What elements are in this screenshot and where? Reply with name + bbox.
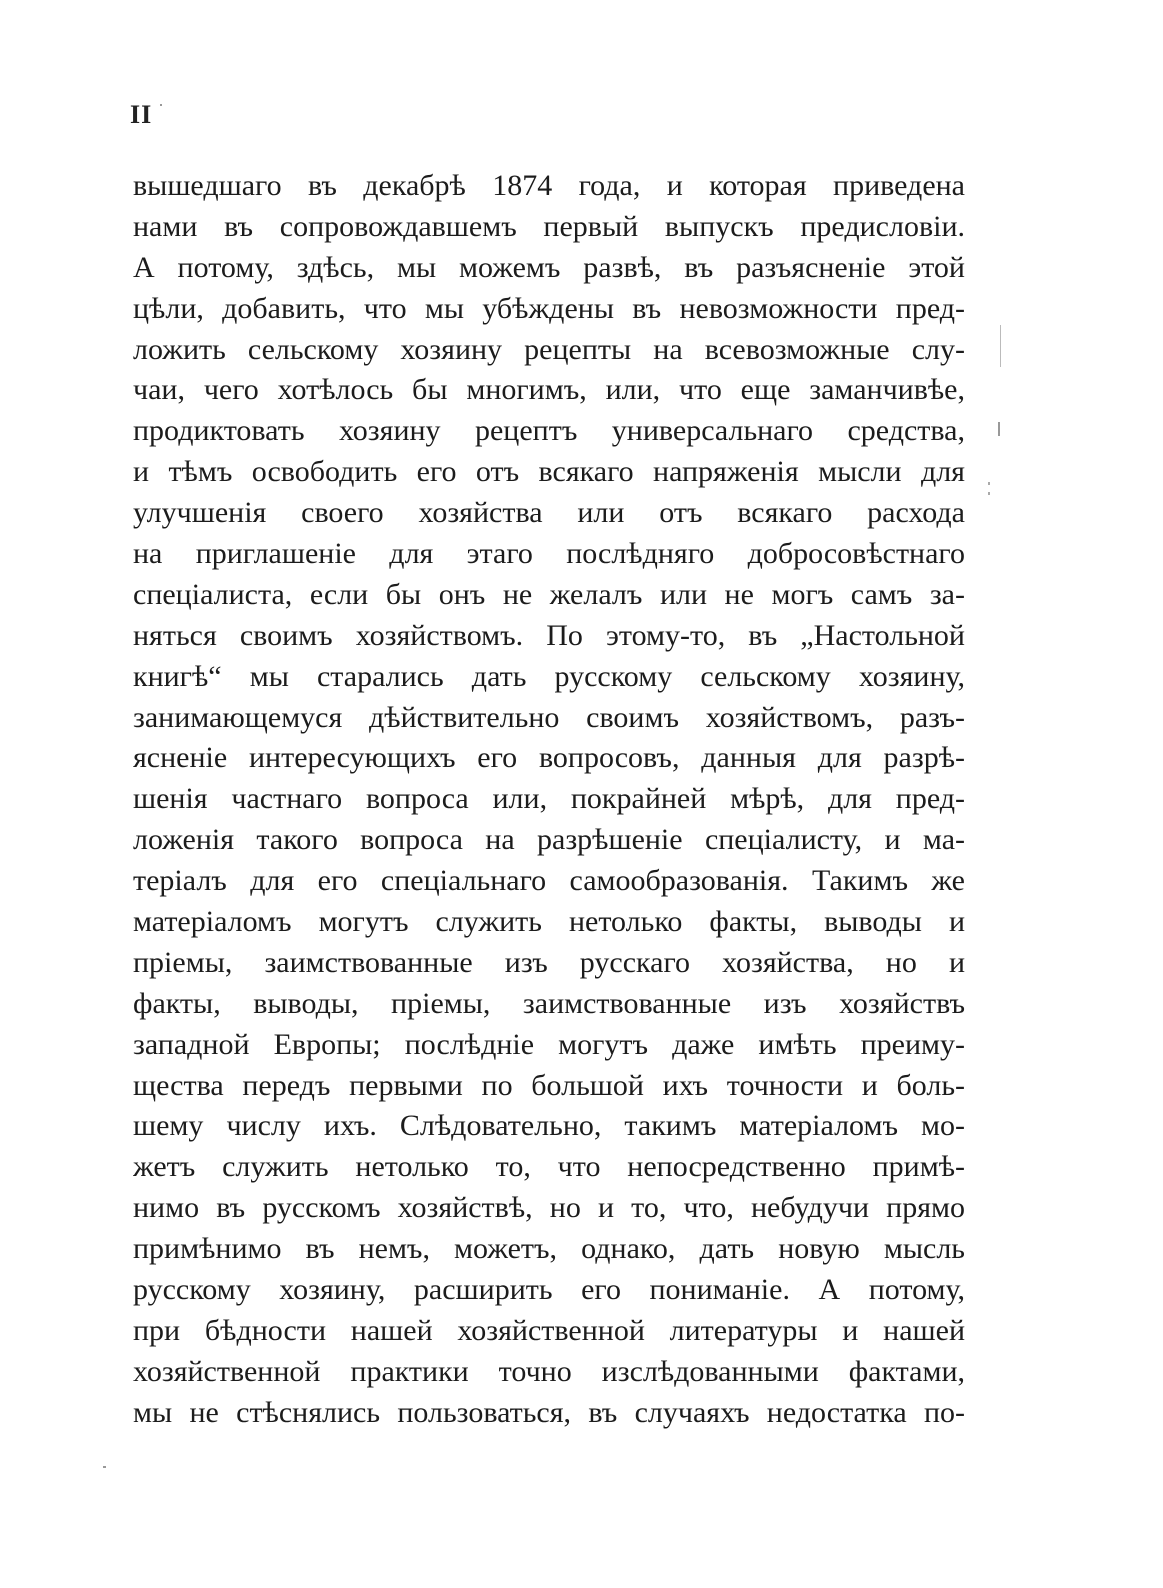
text-line: занимающемуся дѣйствительно своимъ хозяйствомъ, разъ- [133, 700, 965, 734]
text-line: шенія частнаго вопроса или, покрайней мѣрѣ, для пред- [133, 782, 965, 816]
text-line: продиктовать хозяину рецептъ универсальнаго средства, [133, 414, 965, 448]
scan-speck [988, 482, 990, 485]
text-line: А потому, здѣсь, мы можемъ развѣ, въ разъясненіе этой [133, 250, 965, 284]
text-line: чаи, чего хотѣлось бы многимъ, или, что еще заманчивѣе, [133, 373, 965, 407]
text-line: на приглашеніе для этаго послѣдняго добросовѣстнаго [133, 537, 965, 571]
text-line: факты, выводы, пріемы, заимствованные изъ хозяйствъ [133, 986, 965, 1020]
text-line: при бѣдности нашей хозяйственной литературы и нашей [133, 1313, 965, 1347]
scan-speck [160, 104, 162, 106]
text-line: и тѣмъ освободить его отъ всякаго напряженія мысли для [133, 455, 965, 489]
scan-speck [998, 422, 1000, 436]
text-line: вышедшаго въ декабрѣ 1874 года, и которая приведена [133, 169, 965, 202]
text-line: жетъ служить нетолько то, что непосредственно примѣ- [133, 1150, 965, 1184]
text-line: шему числу ихъ. Слѣдовательно, такимъ матеріаломъ мо- [133, 1109, 965, 1143]
text-line: нимо въ русскомъ хозяйствѣ, но и то, что, небудучи прямо [133, 1191, 965, 1225]
page-number: II [130, 100, 153, 129]
text-line: западной Европы; послѣдніе могутъ даже имѣть преиму- [133, 1027, 965, 1061]
text-line: ясненіе интересующихъ его вопросовъ, данныя для разрѣ- [133, 741, 965, 775]
text-line: примѣнимо въ немъ, можетъ, однако, дать новую мысль [133, 1232, 965, 1266]
text-line: мы не стѣснялись пользоваться, въ случаяхъ недостатка по- [133, 1395, 965, 1429]
scan-speck [1000, 325, 1001, 367]
text-line: улучшенія своего хозяйства или отъ всякаго расхода [133, 496, 965, 530]
text-line: пріемы, заимствованные изъ русскаго хозяйства, но и [133, 945, 965, 979]
text-line: спеціалиста, если бы онъ не желалъ или не могъ самъ за- [133, 577, 965, 611]
text-line: ложить сельскому хозяину рецепты на всевозможные слу- [133, 332, 965, 366]
text-line: щества передъ первыми по большой ихъ точности и боль- [133, 1068, 965, 1102]
text-line: книгѣ“ мы старались дать русскому сельскому хозяину, [133, 659, 965, 693]
text-line: хозяйственной практики точно изслѣдованными фактами, [133, 1354, 965, 1388]
text-line: теріалъ для его спеціальнаго самообразованія. Такимъ же [133, 864, 965, 898]
text-line: матеріаломъ могутъ служить нетолько факты, выводы и [133, 905, 965, 939]
text-line: нами въ сопровождавшемъ первый выпускъ предисловіи. [133, 209, 965, 243]
text-line: ложенія такого вопроса на разрѣшеніе спеціалисту, и ма- [133, 823, 965, 857]
text-line: няться своимъ хозяйствомъ. По этому-то, въ „Настольной [133, 618, 965, 652]
body-text [133, 166, 965, 1434]
text-line: цѣли, добавить, что мы убѣждены въ невозможности пред- [133, 291, 965, 325]
scan-speck [988, 492, 990, 495]
text-line: русскому хозяину, расширить его пониманіе. А потому, [133, 1273, 965, 1307]
scan-speck [103, 1466, 106, 1468]
